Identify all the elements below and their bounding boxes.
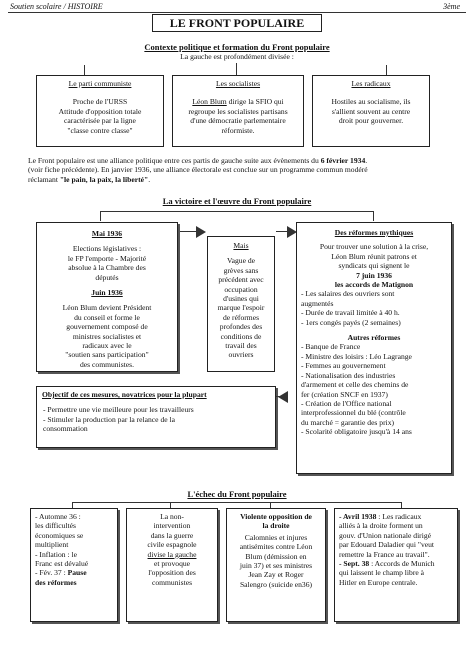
- may-title: Mai 1936: [91, 229, 123, 238]
- objective-title: Objectif de ces mesures, novatrices pour la plupart: [42, 390, 207, 399]
- failure-title: L'échec du Front populaire: [187, 489, 287, 499]
- reforms-intro: Pour trouver une solution à la crise, Léon Blum réunit patrons et syndicats qui signent le: [319, 242, 429, 271]
- box-date: - Sept. 38: [339, 559, 370, 569]
- box-text: La non- intervention dans la guerre civile espagnole: [147, 512, 197, 550]
- connector: [84, 65, 85, 75]
- may-body: Elections législatives : le FP l'emporte - Majorité absolue à la Chambre des députés: [67, 244, 147, 282]
- list-item: - Banque de France: [301, 342, 361, 352]
- box-text: : Les radicaux alliés à la droite forment un gouv. d'Union nationale dirigé par Edouard Daladier qui "veut remettre la France au travail".: [339, 512, 435, 559]
- list-item: - Création de l'Office national interprofessionnel du blé (contrôle du marché = garantie des prix): [301, 398, 406, 427]
- other-reforms-title: Autres réformes: [347, 333, 401, 343]
- connector: [72, 502, 402, 503]
- box-body: [35, 512, 117, 587]
- context-paragraph: [28, 156, 458, 184]
- paragraph-text: . (voir fiche précédente). En janvier 1936, une alliance électorale est conclue sur un programme commun modéré réclamant: [28, 156, 368, 184]
- paragraph-date: 6 février 1934: [320, 156, 366, 165]
- context-title: Contexte politique et formation du Front populaire: [144, 42, 330, 52]
- box-text: et provoque l'opposition des communistes: [148, 559, 196, 587]
- list-item: - Stimuler la production par la relance de la consommation: [43, 414, 175, 434]
- victory-title: La victoire et l'œuvre du Front populaire: [162, 196, 312, 206]
- june-body: Léon Blum devient Président du conseil et forme le gouvernement composé de ministres socialistes et radicaux avec le "soutien sans participation" des communistes.: [62, 303, 152, 369]
- box-title: Les radicaux: [351, 79, 391, 88]
- header-subject: Soutien scolaire / HISTOIRE: [10, 2, 103, 11]
- connector: [100, 211, 101, 221]
- list-item: - 1ers congés payés (2 semaines): [301, 317, 401, 327]
- arrow-right-icon: [196, 226, 206, 238]
- list-item: - Scolarité obligatoire jusqu'à 14 ans: [301, 427, 412, 437]
- reforms-accords: les accords de Matignon: [334, 280, 414, 290]
- box-body: [339, 512, 457, 587]
- paragraph-text: Le Front populaire est une alliance politique entre ces partis de gauche suite aux évènements du: [28, 156, 321, 165]
- box-socialists: [172, 75, 304, 147]
- box-reforms: [296, 222, 452, 474]
- reforms-title: Des réformes mythiques: [334, 228, 414, 237]
- box-title: Le parti communiste: [68, 79, 132, 88]
- list-item: - Durée de travail limitée à 40 h.: [301, 308, 400, 318]
- list-item: - Permettre une vie meilleure pour les travailleurs: [43, 405, 194, 415]
- box-may-june-1936: [36, 222, 178, 372]
- box-radicals: [312, 75, 430, 147]
- mais-title: Mais: [233, 241, 249, 250]
- box-spanish-war: [126, 508, 218, 622]
- box-text: - Automne 36 : les difficultés économiques se multiplient - Inflation : le Franc est dévalué - Fév. 37 :: [35, 512, 89, 578]
- list-item: - Ministre des loisirs : Léo Lagrange: [301, 351, 412, 361]
- reforms-date: 7 juin 1936: [356, 270, 392, 280]
- connector: [373, 211, 374, 221]
- connector: [236, 63, 237, 75]
- june-title: Juin 1936: [91, 288, 123, 298]
- box-body: Hostiles au socialisme, ils s'allient souvent au centre droit pour gouverner.: [331, 97, 411, 126]
- box-emphasis: Pause des réformes: [35, 568, 87, 587]
- mais-body: Vague de grèves sans précédent avec occupation d'usines qui marque l'espoir de réformes profondes des conditions de travail des ouvriers: [217, 256, 265, 360]
- page-title: LE FRONT POPULAIRE: [152, 14, 322, 32]
- list-item: - Nationalisation des industries d'armement et celle des chemins de fer (création SNCF en 1937): [301, 370, 409, 399]
- box-body: Calomnies et injures antisémites contre Léon Blum (démission en juin 37) et ses ministres Jean Zay et Roger Salengro (suicide en36): [239, 532, 313, 589]
- header-rule: [8, 12, 466, 13]
- arrow-left-icon: [278, 391, 288, 403]
- box-end: [334, 508, 458, 622]
- box-title: Les socialistes: [215, 79, 261, 88]
- box-mais: [207, 236, 275, 372]
- connector: [386, 65, 387, 75]
- box-body-text: dirige la SFIO qui regroupe les socialistes partisans d'une démocratie parlementaire réformiste.: [188, 97, 288, 135]
- header-level: 3ème: [443, 2, 460, 11]
- list-item: - Les salaires des ouvriers sont augmentés: [301, 289, 395, 308]
- box-emphasis: divise la gauche: [147, 549, 197, 559]
- connector: [100, 211, 374, 212]
- box-body: [173, 97, 303, 135]
- box-body: Proche de l'URSS Attitude d'opposition totale caractérisée par la ligne "classe contre classe": [58, 97, 142, 135]
- context-subtitle: La gauche est profondément divisée :: [180, 52, 294, 61]
- box-text: : Accords de Munich qui laissent le champ libre à Hitler en Europe centrale.: [339, 559, 435, 587]
- box-objective: [36, 386, 276, 448]
- box-date: - Avril 1938: [339, 512, 377, 521]
- paragraph-slogan: "le pain, la paix, la liberté": [59, 174, 149, 184]
- box-body: [127, 512, 217, 587]
- list-item: - Femmes au gouvernement: [301, 361, 386, 371]
- leon-blum-name: Léon Blum: [192, 97, 227, 107]
- paragraph-text: .: [148, 174, 151, 184]
- box-title: Violente opposition de la droite: [240, 512, 312, 531]
- box-communists: [36, 75, 164, 147]
- box-right-opposition: [226, 508, 326, 622]
- box-economic-difficulties: [30, 508, 118, 622]
